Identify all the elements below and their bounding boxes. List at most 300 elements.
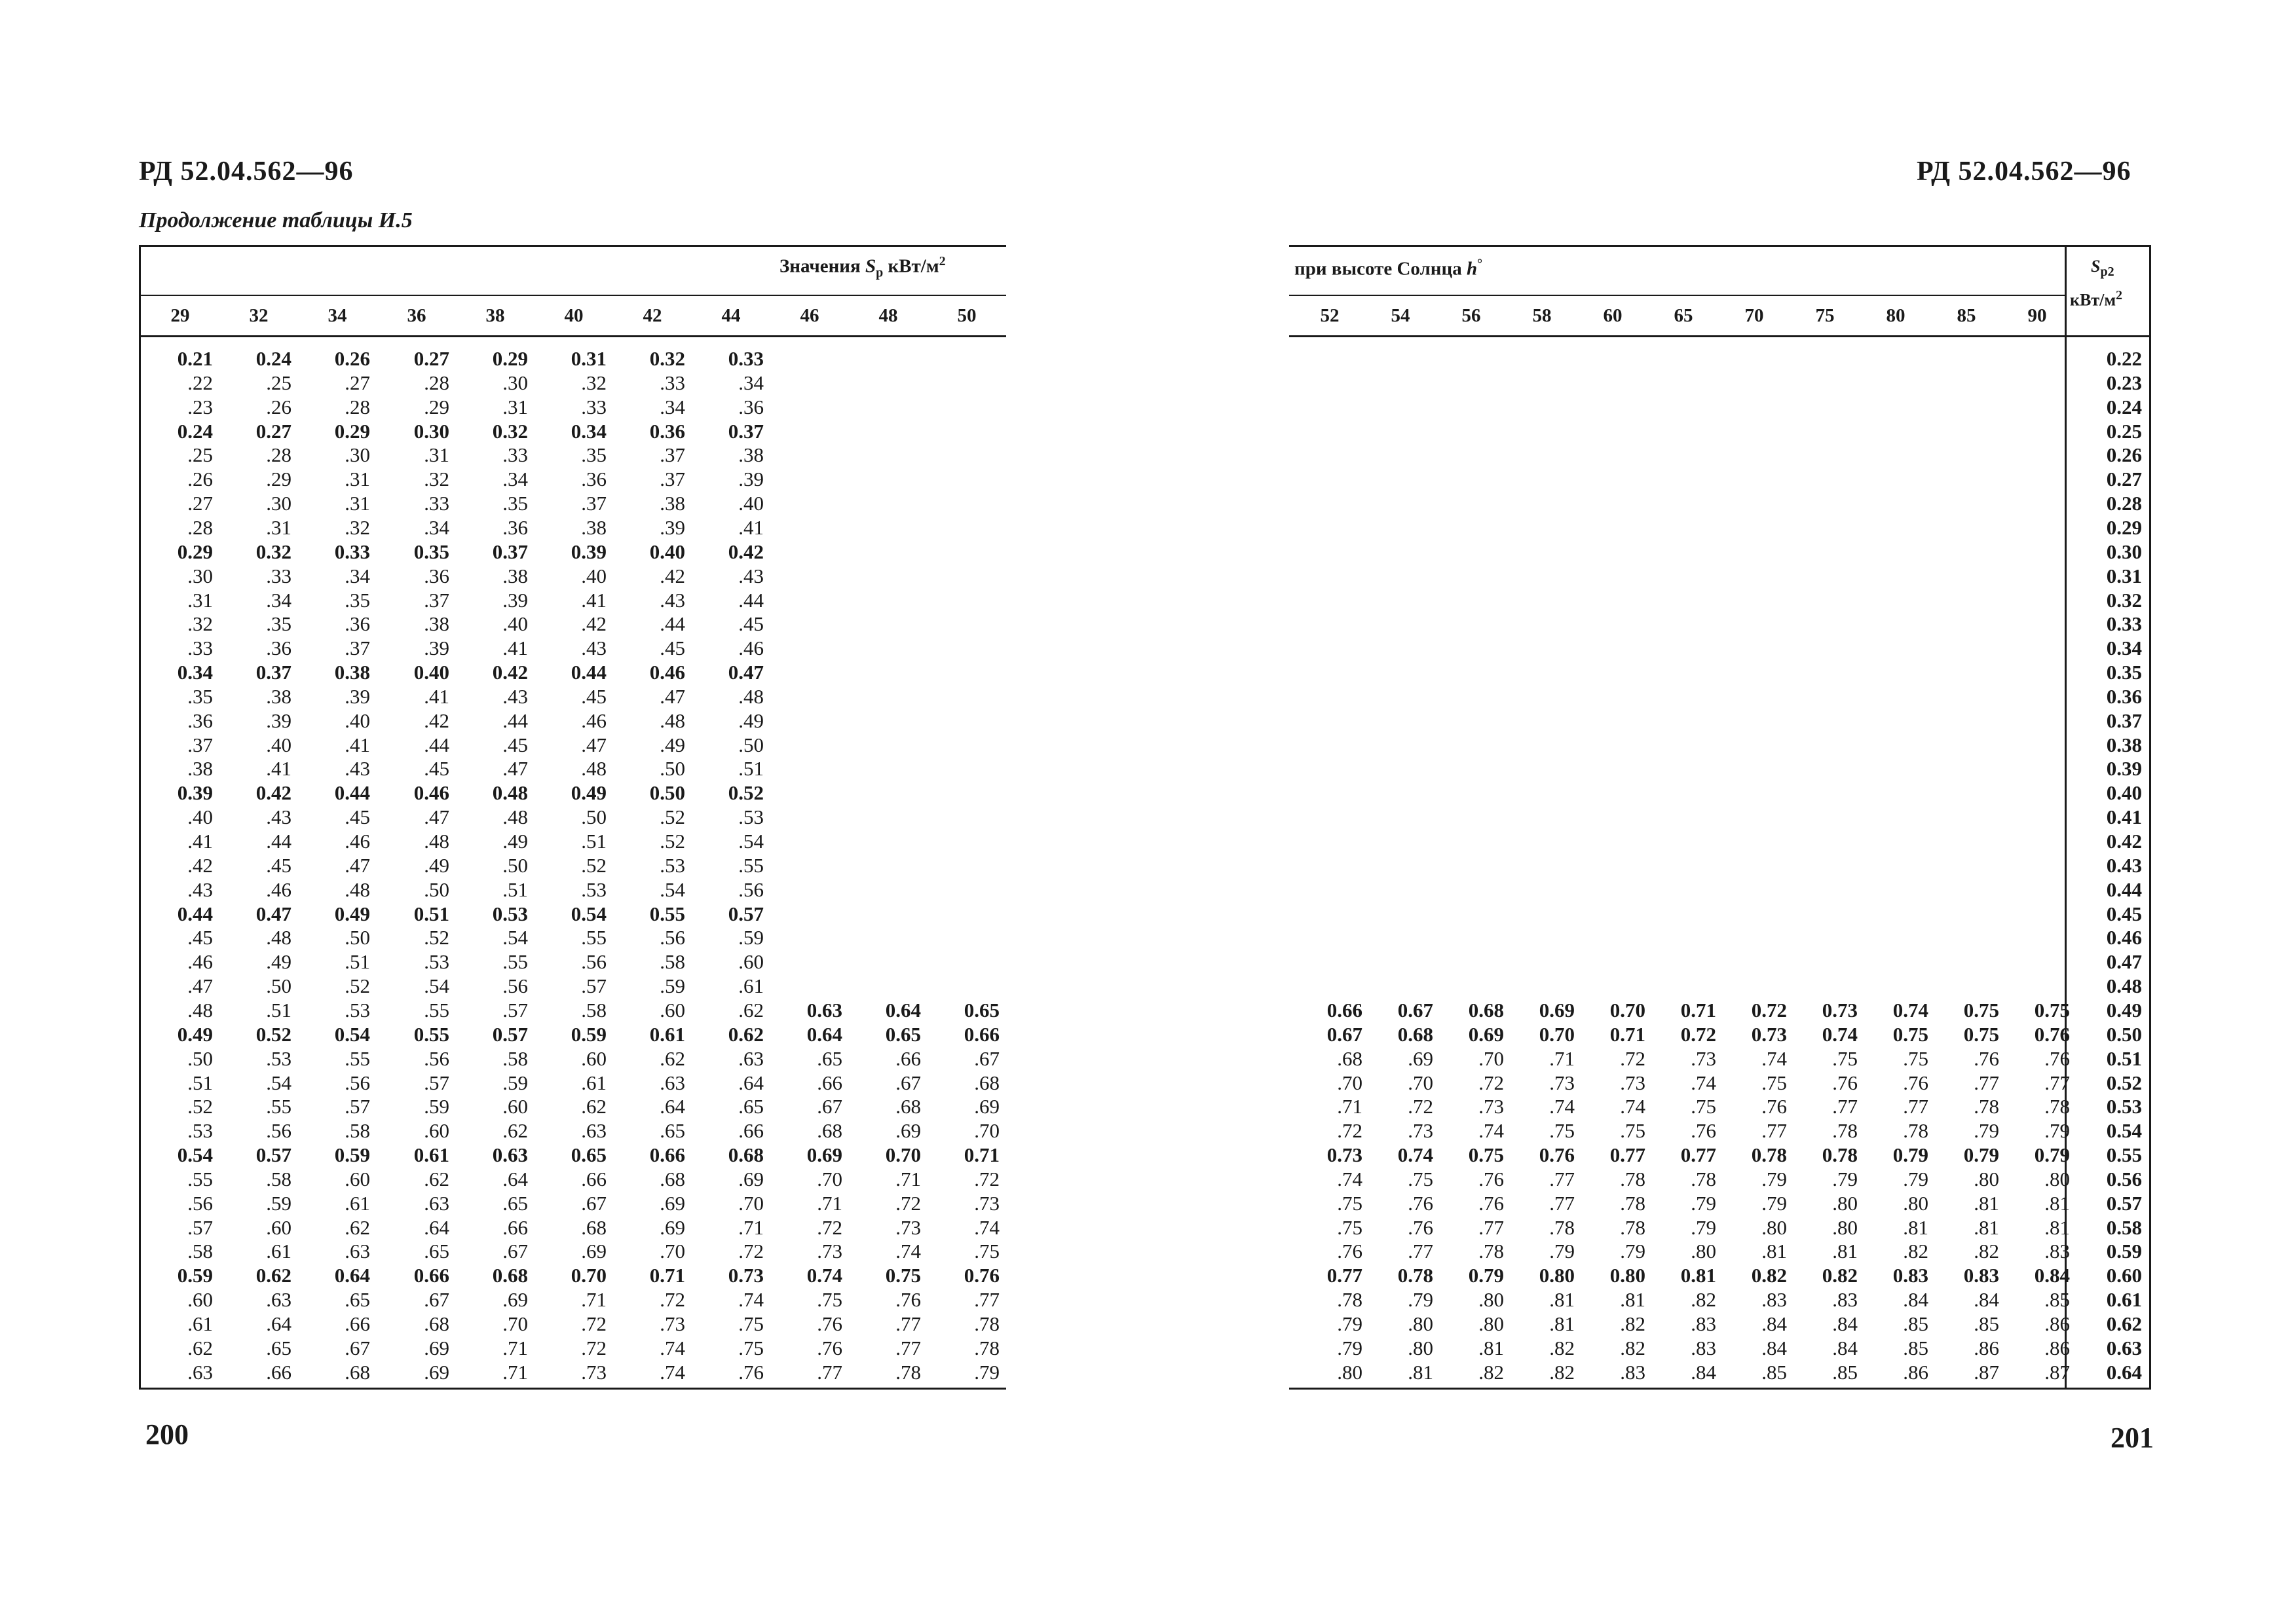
right-table-bottom-rule <box>1289 1388 2150 1390</box>
left-table-cell: 0.64 <box>885 998 921 1022</box>
left-table-cell: 0.36 <box>649 419 685 443</box>
left-table-cell: .71 <box>817 1191 842 1215</box>
left-column-header-44: 44 <box>721 305 741 326</box>
left-table-cell: 0.49 <box>334 902 370 925</box>
right-table-cell: .72 <box>1620 1046 1645 1070</box>
left-column-header-34: 34 <box>328 305 347 326</box>
left-table-cell: 0.30 <box>413 419 449 443</box>
left-table-cell: 0.76 <box>964 1264 1000 1287</box>
right-table-cell: 0.75 <box>1468 1143 1504 1167</box>
left-table-cell: .66 <box>502 1215 528 1239</box>
left-table-cell: .55 <box>581 926 607 950</box>
right-column-header-58: 58 <box>1532 305 1552 326</box>
right-table-cell: 0.84 <box>2034 1264 2070 1287</box>
left-table-cell: .74 <box>660 1336 685 1359</box>
left-table-cell: 0.71 <box>964 1143 1000 1167</box>
sp2-symbol <box>2091 257 2114 280</box>
left-table-cell: .70 <box>738 1191 764 1215</box>
left-table-cell: .47 <box>345 853 370 877</box>
left-table-cell: .65 <box>738 1095 764 1118</box>
left-table-cell: .34 <box>424 515 449 539</box>
right-table-cell: .84 <box>1832 1312 1858 1335</box>
left-table-cell: .38 <box>187 757 213 781</box>
right-table-cell: .75 <box>1620 1119 1645 1143</box>
left-table-cell: .61 <box>187 1312 213 1335</box>
left-table-cell: .58 <box>266 1167 291 1190</box>
left-table-cell: .68 <box>345 1360 370 1384</box>
left-table-cell: 0.75 <box>885 1264 921 1287</box>
left-table-cell: .74 <box>738 1288 764 1312</box>
left-column-header-42: 42 <box>643 305 662 326</box>
left-table-cell: 0.42 <box>492 661 528 684</box>
right-table-cell: .86 <box>2044 1336 2070 1359</box>
right-table-cell: .73 <box>1620 1071 1645 1094</box>
left-table-cell: 0.63 <box>492 1143 528 1167</box>
left-table-cell: .46 <box>187 950 213 974</box>
left-table-cell: .28 <box>266 443 291 467</box>
left-table-cell: .58 <box>660 950 685 974</box>
right-table-cell: .82 <box>1478 1360 1504 1384</box>
left-table-cell: 0.39 <box>571 540 607 563</box>
left-table-cell: .57 <box>424 1071 449 1094</box>
right-table-cell: .77 <box>1761 1119 1787 1143</box>
sp2-value: 0.41 <box>2106 805 2142 829</box>
left-table-cell: .41 <box>502 637 528 660</box>
right-table-cell: .87 <box>2044 1360 2070 1384</box>
left-table-cell: .63 <box>424 1191 449 1215</box>
left-table-cell: .54 <box>660 877 685 901</box>
left-table-cell: .56 <box>502 974 528 998</box>
right-table-cell: .72 <box>1408 1095 1433 1118</box>
left-table-cell: .41 <box>424 684 449 708</box>
left-table-cell: .76 <box>817 1336 842 1359</box>
left-table-cell: .33 <box>660 371 685 394</box>
sp2-value: 0.61 <box>2106 1288 2142 1312</box>
left-table-cell: .49 <box>502 830 528 853</box>
left-table-cell: .74 <box>974 1215 1000 1239</box>
left-table-cell: 0.42 <box>728 540 764 563</box>
left-table-cell: .75 <box>974 1240 1000 1263</box>
sp2-value: 0.35 <box>2106 661 2142 684</box>
left-table-cell: .55 <box>345 1046 370 1070</box>
sp2-value: 0.59 <box>2106 1240 2142 1263</box>
left-table-cell: .31 <box>345 492 370 515</box>
left-table-cell: .72 <box>974 1167 1000 1190</box>
left-table-cell: 0.46 <box>649 661 685 684</box>
left-table-cell: .37 <box>581 492 607 515</box>
right-table-cell: .84 <box>1903 1288 1928 1312</box>
sp2-value: 0.37 <box>2106 709 2142 732</box>
left-table-cell: .37 <box>660 468 685 491</box>
sp2-value: 0.46 <box>2106 926 2142 950</box>
left-table-cell: 0.33 <box>728 347 764 370</box>
left-table-cell: .77 <box>974 1288 1000 1312</box>
right-table-cell: .87 <box>1974 1360 1999 1384</box>
sp2-value: 0.47 <box>2106 950 2142 974</box>
sp2-value: 0.32 <box>2106 588 2142 612</box>
left-table-cell: .71 <box>581 1288 607 1312</box>
right-table-cell: .75 <box>1832 1046 1858 1070</box>
left-table-cell: .56 <box>187 1191 213 1215</box>
sp2-value: 0.30 <box>2106 540 2142 563</box>
left-table-cell: .64 <box>266 1312 291 1335</box>
right-table-cell: .72 <box>1478 1071 1504 1094</box>
left-table-cell: .63 <box>581 1119 607 1143</box>
left-table-cell: .72 <box>660 1288 685 1312</box>
right-table-cell: 0.77 <box>1609 1143 1645 1167</box>
right-table-cell: .83 <box>1691 1312 1716 1335</box>
right-table-cell: .76 <box>1691 1119 1716 1143</box>
left-table-cell: .67 <box>424 1288 449 1312</box>
right-table-cell: .80 <box>1478 1312 1504 1335</box>
right-table-cell: 0.73 <box>1822 998 1858 1022</box>
left-table-cell: .62 <box>502 1119 528 1143</box>
right-table-cell: .86 <box>2044 1312 2070 1335</box>
right-table-cell: .83 <box>1761 1288 1787 1312</box>
left-table-cell: .73 <box>581 1360 607 1384</box>
right-table-cell: .78 <box>1620 1167 1645 1190</box>
left-table-cell: .41 <box>581 588 607 612</box>
right-table-cell: 0.71 <box>1680 998 1716 1022</box>
left-table-cell: .60 <box>345 1167 370 1190</box>
right-table-cell: .79 <box>1408 1288 1433 1312</box>
left-table-cell: .48 <box>187 998 213 1022</box>
right-table-cell: 0.77 <box>1326 1264 1362 1287</box>
left-table-cell: .38 <box>502 564 528 587</box>
right-table-cell: .75 <box>1337 1215 1362 1239</box>
right-table-cell: .80 <box>1832 1191 1858 1215</box>
left-table-cell: .69 <box>660 1191 685 1215</box>
left-table-cell: .39 <box>266 709 291 732</box>
left-table-cell: .58 <box>502 1046 528 1070</box>
left-table-cell: .55 <box>266 1095 291 1118</box>
right-table-cell: .81 <box>1974 1191 1999 1215</box>
left-table-cell: .37 <box>660 443 685 467</box>
left-table-cell: .53 <box>345 998 370 1022</box>
left-table-cell: .60 <box>266 1215 291 1239</box>
left-column-header-29: 29 <box>170 305 190 326</box>
left-table-cell: .28 <box>424 371 449 394</box>
left-table-cell: .59 <box>660 974 685 998</box>
left-table-cell: .51 <box>581 830 607 853</box>
left-table-cell: .48 <box>581 757 607 781</box>
left-table-cell: .30 <box>187 564 213 587</box>
right-table-cell: .82 <box>1691 1288 1716 1312</box>
left-table-cell: 0.33 <box>334 540 370 563</box>
right-table-cell: .73 <box>1478 1095 1504 1118</box>
caption-unit: кВт/м <box>888 255 939 277</box>
left-table-cell: .41 <box>738 515 764 539</box>
left-table-cell: .57 <box>581 974 607 998</box>
right-table-cell: 0.69 <box>1468 1022 1504 1046</box>
left-table-cell: .62 <box>424 1167 449 1190</box>
right-table-cell: .83 <box>1691 1336 1716 1359</box>
left-table-cell: 0.66 <box>649 1143 685 1167</box>
right-table-cell: .73 <box>1408 1119 1433 1143</box>
right-table-cell: .76 <box>1903 1071 1928 1094</box>
right-column-header-60: 60 <box>1603 305 1623 326</box>
left-table-cell: .60 <box>738 950 764 974</box>
left-table-cell: 0.68 <box>492 1264 528 1287</box>
left-table-cell: 0.50 <box>649 781 685 805</box>
left-table-cell: .44 <box>424 733 449 756</box>
left-table-cell: .43 <box>660 588 685 612</box>
right-table-cell: .74 <box>1478 1119 1504 1143</box>
left-table-cell: 0.40 <box>413 661 449 684</box>
left-table-cell: .65 <box>424 1240 449 1263</box>
left-table-bottom-rule <box>139 1388 1006 1390</box>
left-table-cell: .78 <box>974 1312 1000 1335</box>
left-table-cell: .32 <box>345 515 370 539</box>
right-column-header-52: 52 <box>1320 305 1340 326</box>
left-table-cell: .44 <box>738 588 764 612</box>
left-table-cell: 0.42 <box>255 781 291 805</box>
sp2-value: 0.58 <box>2106 1215 2142 1239</box>
left-table-cell: .25 <box>187 443 213 467</box>
left-table-cell: 0.37 <box>255 661 291 684</box>
right-table-right-rule <box>2149 245 2151 1390</box>
left-table-cell: .61 <box>266 1240 291 1263</box>
left-table-cell: .55 <box>738 853 764 877</box>
left-table-cell: .32 <box>187 612 213 636</box>
left-table-cell: .36 <box>187 709 213 732</box>
left-table-cell: .45 <box>266 853 291 877</box>
left-table-cell: .66 <box>266 1360 291 1384</box>
right-table-cell: 0.78 <box>1397 1264 1433 1287</box>
right-table-cell: .81 <box>1974 1215 1999 1239</box>
left-table-cell: .60 <box>581 1046 607 1070</box>
left-table-cell: .72 <box>581 1312 607 1335</box>
left-table-cell: 0.64 <box>334 1264 370 1287</box>
right-table-cell: .85 <box>1903 1312 1928 1335</box>
left-table-cell: .41 <box>345 733 370 756</box>
left-table-cell: .39 <box>738 468 764 491</box>
right-table-cell: .76 <box>1832 1071 1858 1094</box>
left-table-cell: .48 <box>660 709 685 732</box>
left-table-cell: .49 <box>424 853 449 877</box>
left-table-cell: .33 <box>424 492 449 515</box>
caption-symbol-h: h <box>1466 258 1478 280</box>
left-table-cell: .27 <box>345 371 370 394</box>
left-table-cell: .40 <box>187 805 213 829</box>
right-table-cell: .79 <box>1620 1240 1645 1263</box>
left-table-cell: 0.65 <box>885 1022 921 1046</box>
right-table-cell: 0.83 <box>1892 1264 1928 1287</box>
left-column-header-36: 36 <box>407 305 426 326</box>
left-table-cell: .47 <box>424 805 449 829</box>
left-table-cell: .67 <box>502 1240 528 1263</box>
left-table-cell: .70 <box>502 1312 528 1335</box>
right-table-cell: .79 <box>1691 1215 1716 1239</box>
right-table-cell: .74 <box>1549 1095 1575 1118</box>
left-table-cell: .38 <box>660 492 685 515</box>
right-table-cell: .86 <box>1903 1360 1928 1384</box>
left-table-cell: .66 <box>345 1312 370 1335</box>
right-table-cell: .79 <box>1761 1167 1787 1190</box>
right-colhead-rule <box>1289 335 2150 337</box>
left-table-cell: .66 <box>817 1071 842 1094</box>
right-table-cell: .75 <box>1549 1119 1575 1143</box>
sp2-value: 0.64 <box>2106 1360 2142 1384</box>
left-table-cell: .73 <box>895 1215 921 1239</box>
right-column-header-65: 65 <box>1674 305 1693 326</box>
left-table-cell: .61 <box>345 1191 370 1215</box>
right-table-cell: .80 <box>1408 1336 1433 1359</box>
sp2-value: 0.45 <box>2106 902 2142 925</box>
left-table-cell: .35 <box>187 684 213 708</box>
left-table-cell: .56 <box>424 1046 449 1070</box>
left-table-cell: .38 <box>424 612 449 636</box>
right-table-cell: .81 <box>1620 1288 1645 1312</box>
right-table-cell: .80 <box>1691 1240 1716 1263</box>
left-table-cell: .29 <box>266 468 291 491</box>
left-table-cell: .50 <box>738 733 764 756</box>
left-colhead-rule <box>139 335 1006 337</box>
right-table-cell: .79 <box>1903 1167 1928 1190</box>
right-table-cell: .70 <box>1337 1071 1362 1094</box>
left-table-cell: 0.31 <box>571 347 607 370</box>
left-table-cell: .62 <box>738 998 764 1022</box>
sp2-value: 0.54 <box>2106 1119 2142 1143</box>
left-table-cell: .40 <box>345 709 370 732</box>
right-table-cell: .81 <box>1549 1288 1575 1312</box>
sp2-value: 0.38 <box>2106 733 2142 756</box>
left-table-cell: .67 <box>817 1095 842 1118</box>
right-table-cell: 0.78 <box>1822 1143 1858 1167</box>
left-table-cell: .51 <box>738 757 764 781</box>
left-table-cell: .72 <box>895 1191 921 1215</box>
right-table-cell: .74 <box>1337 1167 1362 1190</box>
left-table-cell: .65 <box>266 1336 291 1359</box>
left-column-header-40: 40 <box>564 305 584 326</box>
sp2-value: 0.50 <box>2106 1022 2142 1046</box>
sp2-value: 0.23 <box>2106 371 2142 394</box>
left-table-cell: 0.48 <box>492 781 528 805</box>
right-table-cell: .76 <box>1408 1191 1433 1215</box>
left-table-cell: .47 <box>660 684 685 708</box>
left-table-cell: .36 <box>345 612 370 636</box>
left-table-cell: 0.65 <box>964 998 1000 1022</box>
left-table-cell: .69 <box>974 1095 1000 1118</box>
left-table-cell: .62 <box>581 1095 607 1118</box>
left-table-cell: .50 <box>266 974 291 998</box>
sp2-value: 0.55 <box>2106 1143 2142 1167</box>
left-table-cell: .53 <box>660 853 685 877</box>
right-column-header-85: 85 <box>1957 305 1976 326</box>
left-table-cell: .35 <box>502 492 528 515</box>
right-table-cell: .85 <box>1761 1360 1787 1384</box>
right-page-number: 201 <box>2111 1422 2154 1454</box>
left-table-cell: .57 <box>345 1095 370 1118</box>
left-table-cell: 0.51 <box>413 902 449 925</box>
left-table-cell: 0.55 <box>649 902 685 925</box>
left-table-cell: .44 <box>266 830 291 853</box>
left-table-cell: .73 <box>974 1191 1000 1215</box>
left-table-cell: .51 <box>502 877 528 901</box>
left-table-cell: .42 <box>187 853 213 877</box>
left-table-cell: .56 <box>266 1119 291 1143</box>
left-table-cell: .48 <box>266 926 291 950</box>
left-table-cell: .41 <box>266 757 291 781</box>
right-table-cell: .79 <box>1974 1119 1999 1143</box>
left-table-cell: .32 <box>424 468 449 491</box>
left-table-cell: 0.32 <box>255 540 291 563</box>
left-table-cell: .54 <box>266 1071 291 1094</box>
left-table-cell: .38 <box>266 684 291 708</box>
left-table-cell: .62 <box>187 1336 213 1359</box>
right-table-cell: .85 <box>2044 1288 2070 1312</box>
sp2-symbol-letter: S <box>2091 257 2101 276</box>
sp2-value: 0.60 <box>2106 1264 2142 1287</box>
left-table-cell: .69 <box>738 1167 764 1190</box>
continuation-label: Продолжение таблицы И.5 <box>139 208 413 232</box>
left-table-cell: .48 <box>424 830 449 853</box>
left-table-cell: .69 <box>424 1360 449 1384</box>
left-table-cell: .72 <box>738 1240 764 1263</box>
right-table-cell: .85 <box>1974 1312 1999 1335</box>
right-table-cell: .68 <box>1337 1046 1362 1070</box>
right-table-cell: .78 <box>1691 1167 1716 1190</box>
left-table-cell: 0.66 <box>413 1264 449 1287</box>
right-table-cell: .79 <box>1691 1191 1716 1215</box>
right-table-cell: .82 <box>1549 1336 1575 1359</box>
left-table-cell: .52 <box>424 926 449 950</box>
right-table-cell: 0.75 <box>2034 998 2070 1022</box>
left-table-cell: 0.29 <box>177 540 213 563</box>
right-table-cell: 0.81 <box>1680 1264 1716 1287</box>
left-table-cell: .38 <box>738 443 764 467</box>
left-table-cell: .35 <box>345 588 370 612</box>
left-table-cell: 0.34 <box>177 661 213 684</box>
left-table-cell: .56 <box>738 877 764 901</box>
right-table-cell: 0.74 <box>1892 998 1928 1022</box>
right-table-cell: .78 <box>1974 1095 1999 1118</box>
right-table-cell: .75 <box>1691 1095 1716 1118</box>
right-table-cell: 0.72 <box>1680 1022 1716 1046</box>
left-table-cell: .28 <box>187 515 213 539</box>
left-table-cell: .69 <box>581 1240 607 1263</box>
left-table-cell: .59 <box>266 1191 291 1215</box>
right-table-cell: .82 <box>1903 1240 1928 1263</box>
right-table-cell: .76 <box>1408 1215 1433 1239</box>
left-table-cell: .39 <box>345 684 370 708</box>
left-table-cell: .48 <box>738 684 764 708</box>
left-table-cell: .50 <box>660 757 685 781</box>
right-table-cell: .79 <box>1761 1191 1787 1215</box>
right-table-cell: .77 <box>1478 1215 1504 1239</box>
left-table-cell: .74 <box>660 1360 685 1384</box>
right-table-cell: .76 <box>1337 1240 1362 1263</box>
left-table-cell: 0.49 <box>571 781 607 805</box>
left-table-cell: 0.54 <box>177 1143 213 1167</box>
left-table-cell: .40 <box>266 733 291 756</box>
right-table-cell: .77 <box>1549 1191 1575 1215</box>
left-table-cell: .72 <box>817 1215 842 1239</box>
left-table-cell: .45 <box>187 926 213 950</box>
left-table-cell: .54 <box>738 830 764 853</box>
left-column-header-38: 38 <box>485 305 505 326</box>
right-table-cell: .77 <box>1549 1167 1575 1190</box>
right-table-cell: .81 <box>1549 1312 1575 1335</box>
left-table-caption <box>779 254 946 280</box>
left-table-cell: 0.37 <box>492 540 528 563</box>
sp2-value: 0.28 <box>2106 492 2142 515</box>
right-table-cell: 0.77 <box>1680 1143 1716 1167</box>
left-table-cell: .69 <box>895 1119 921 1143</box>
left-table-cell: .34 <box>660 395 685 418</box>
right-table-cell: .76 <box>1761 1095 1787 1118</box>
left-table-cell: 0.35 <box>413 540 449 563</box>
